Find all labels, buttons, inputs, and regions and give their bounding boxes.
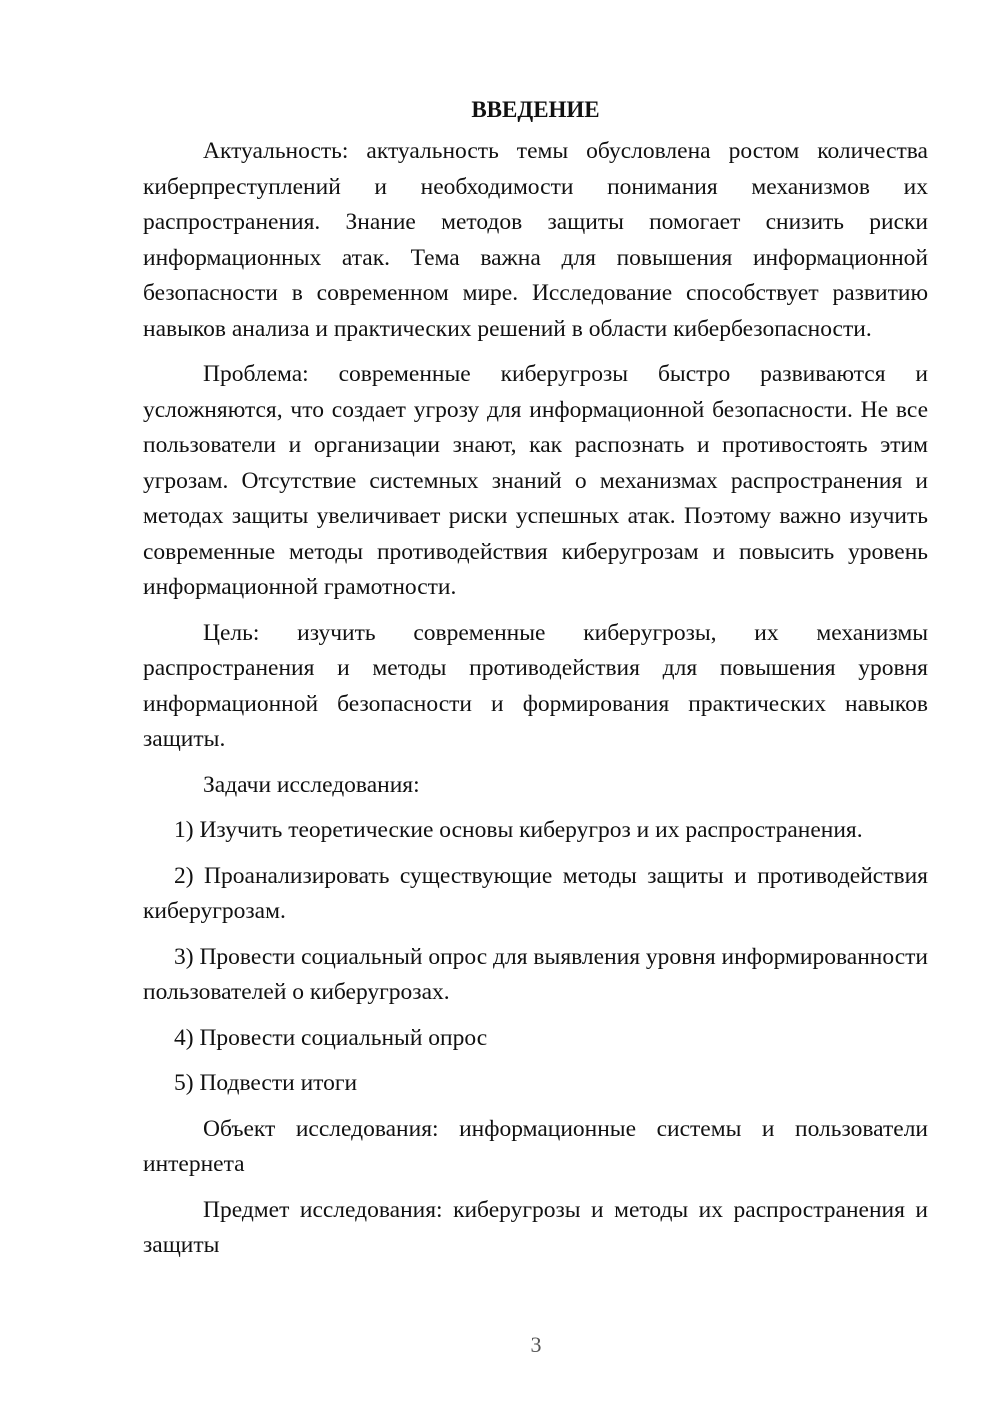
section-title: ВВЕДЕНИЕ: [471, 97, 600, 122]
paragraph-subject: Предмет исследования: киберугрозы и методы их распространения и защиты: [143, 1196, 928, 1258]
paragraph-goal: Цель: изучить современные киберугрозы, их механизмы распространения и методы противодействия для повышения уровня информационной безопасности и формирования практических навыков защиты.: [143, 619, 928, 752]
paragraph-tasks-heading: Задачи исследования:: [203, 771, 420, 798]
task-item-3: 3) Провести социальный опрос для выявления уровня информированности пользователей о киберугрозах.: [143, 943, 928, 1005]
task-item-4: 4) Провести социальный опрос: [174, 1024, 488, 1051]
paragraph-problem: Проблема: современные киберугрозы быстро развиваются и усложняются, что создает угрозу для информационной безопасности. Не все пользователи и организации знают, как распознать и противостоять этим угрозам. Отсутствие системных знаний о механизмах распространения и методах защиты увеличивает риски успешных атак. Поэтому важно изучить современные методы противодействия киберугрозам и повысить уровень информационной грамотности.: [143, 361, 928, 600]
document-body: [143, 92, 928, 1264]
task-item-2: 2) Проанализировать существующие методы защиты и противодействия киберугрозам.: [143, 862, 928, 924]
page-number: 3: [530, 1332, 542, 1357]
task-item-5: 5) Подвести итоги: [174, 1070, 358, 1096]
task-item-1: 1) Изучить теоретические основы киберугроз и их распространения.: [174, 817, 863, 843]
paragraph-object: Объект исследования: информационные системы и пользователи интернета: [143, 1115, 928, 1177]
paragraph-relevance: Актуальность: актуальность темы обусловлена ростом количества киберпреступлений и необходимости понимания механизмов их распространения. Знание методов защиты помогает снизить риски информационных атак. Тема важна для повышения информационной безопасности в современном мире. Исследование способствует развитию навыков анализа и практических решений в области кибербезопасности.: [143, 138, 928, 342]
